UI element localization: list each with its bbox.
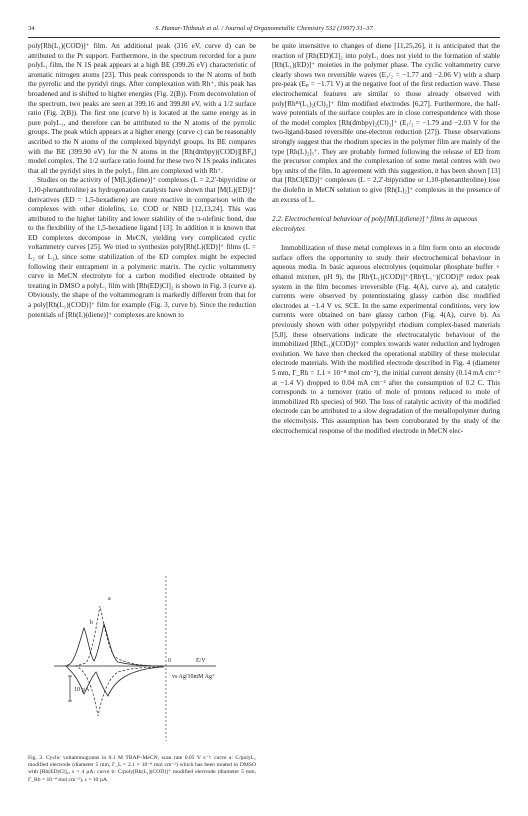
section-heading: 2.2. Electrochemical behaviour of poly[M(L)(diene)]⁺ films in aqueous electrolytes bbox=[272, 215, 478, 233]
running-head: S. Hamar-Thibault et al. / Journal of Organometallic Chemistry 532 (1997) 31–37 bbox=[155, 25, 373, 32]
figure-caption: Fig. 3. Cyclic voltammograms in 0.1 M TBAP–MeCN, scan rate 0.05 V s⁻¹: curve a: C/polyL₁ modified electrode (diameter 5 mm, Γ_L = 2.1 × 10⁻⁸ mol cm⁻²) which has been treated in DMSO with [Rh(ED)Cl]₂, s = 4 µA; curve b: C/poly[Rh(L₁)(COD)]⁺ modified electrode (diameter 5 mm, Γ_Rh = 10⁻⁸ mol cm⁻²), s = 10 µA. bbox=[28, 755, 256, 783]
right-column bbox=[272, 42, 500, 436]
page-header bbox=[28, 25, 500, 37]
body-paragraph: Studies on the activity of [M(L)(diene)]⁺ complexes (L = 2,2′-bipyridine or 1,10-phenanthroline) as hydrogenation catalysts have shown that [M(L)(ED)]⁺ derivatives (ED = 1,5-hexadiene) are more reactive in comparison with the complexes with other diolefins, i.e. COD or NBD [12,13,24]. This was attributed to the higher lability and lower stability of the π-olefinic bond, due to the flexibility of the 1,5-hexadiene ligand [13]. In addition it is known that ED complexes decompose in MeCN, yielding very complicated cyclic voltammetry curves [25]. We tried to synthesize poly[Rh(L)(ED)]⁺ films (L = L₂ or L₃), since some stabilization of the ED complex might be expected following their entrapment in a polymeric matrix. The cyclic voltammetry curve in MeCN electrolyte for a carbon modified electrode obtained by treating in DMSO a polyL₁ film with [Rh(ED)Cl]₂ is shown in Fig. 3 (curve a). Obviously, the shape of the voltammogram is markedly different from that for a poly[Rh(L₁)(COD)]⁺ film for example (Fig. 3, curve b). Since the reduction potentials of [Rh(L)(diene)]⁺ complexes are known to bbox=[28, 176, 256, 319]
header-rule bbox=[28, 37, 500, 38]
left-column bbox=[28, 42, 256, 320]
page-number: 34 bbox=[28, 25, 35, 32]
figure-3 bbox=[46, 566, 246, 746]
curve-b-label: b bbox=[90, 620, 93, 626]
body-paragraph: Immobilization of these metal complexes in a film form onto an electrode surface offers the opportunity to study their electrochemical behaviour in aqueous media. In basic aqueous electrolytes (equimolar phosphate buffer + ethanol mixture, pH 9), the [Rhᴵ(L₁)(COD)]⁺/[Rhᴵ(L₁⁻)(COD)]⁰ redox peak system in the film becomes irreversible (Fig. 4(A), curve a), and catalytic currents were observed by potentiostating glassy carbon disc modified electrodes at −1.4 V vs. SCE. In the same experimental conditions, very low currents were obtained on bare glassy carbon (Fig. 4(A), curve b). As previously shown with other polypyridyl rhodium complex-based materials [5,8], these observations indicate the electrocatalytic behaviour of the immobilized [Rh(L₁)(COD)]⁺ complex towards water reduction and hydrogen evolution. We have then checked the operational stability of these molecular electrode materials. With the modified electrode described in Fig. 4 (diameter 5 mm, Γ_Rh = 1.1 × 10⁻⁸ mol cm⁻²), the initial current density (0.14 mA cm⁻² at −1.4 V) dropped to 0.04 mA cm⁻² after the consumption of 0.2 C. This corresponds to a turnover (ratio of mole of protons reduced to mole of immobilized Rh species) of 960. The loss of catalytic activity of the modified electrode can be attributed to a slow degradation of the metallopolymer during the electrolysis. This assumption has been corroborated by the study of the electrochemical response of the modified electrode in MeCN elec- bbox=[272, 244, 500, 435]
cyclic-voltammogram bbox=[46, 566, 246, 746]
body-paragraph: poly[Rh(L₁)(COD)]⁺ film. An additional peak (316 eV, curve d) can be attributed to the Pt support. Furthermore, in the spectrum recorded for a pure polyL₁ film, the N 1S peak appears at a high BE (399.26 eV) characteristic of aromatic nitrogen atoms [23]. This peak corresponds to the N atoms of both the pyrrolic and the pyridyl rings. After complexation with Rh⁺, this peak has broadened and is shifted to higher energies (Fig. 2(B)). From deconvolution of the spectrum, two peaks are seen at 399.16 and 399.80 eV, with a 1/2 surface ratio (Fig. 2(B)). The first one (curve b) is located at the same energy as in pure polyL₁, and therefore can be attributed to the N atoms of the pyrrolic groups. The peak which appears at a higher energy (curve c) can be reasonably ascribed to the N atoms of the complexed bipyridyl groups. Its BE compares with the BE (399.90 eV) for the N atoms in the [Rh(dmbpy)(COD)][BF₄] model complex. The 1/2 surface ratio found for these two N 1S peaks indicates that all the pyridyl sites in the polyL₁ film are complexed with Rh⁺. bbox=[28, 42, 256, 175]
zero-label: 0 bbox=[168, 658, 171, 664]
curve-a bbox=[66, 624, 161, 696]
x-unit-label: E/V bbox=[196, 658, 206, 664]
scale-label: 10 µA bbox=[74, 687, 90, 693]
curve-a-label: a bbox=[108, 596, 111, 602]
body-paragraph: be quite insensitive to changes of diene [11,25,26], it is anticipated that the reaction of [Rh(ED)Cl]₂ into polyL₁ does not yield to the formation of stable [Rh(L₁)(ED)]⁺ moieties in the polymer phase. The cyclic voltammetry curve clearly shows two reversible waves (E₁/₂ = −1.77 and −2.06 V) with a sharp pre-peak (Eₚ = −1.71 V) at the negative foot of the first reduction wave. These electrochemical features are similar to those already observed with poly[Rhᴵᴵᴵ(L₁)₂(Cl)₂]⁺ film modified electrodes [6,27]. Furthermore, the half-wave potentials of the surface couples are in close correspondence with those of the model complex [Rh(dmbpy)₂(Cl)₂]⁺ (E₁/₂ = −1.79 and −2.03 V for the two-ligand-based reversible one-electron reduction [27]). These observations strongly suggest that the rhodium species in the polymer film are mainly of the type [Rh(L)₂]ₓ⁺. They are probably formed following the release of ED from the precursor complex and the complexation of some metal centres with two bpy units of the film. In agreement with this suggestion, it has been shown [13] that [RhCl(ED)]⁺ complexes (L = 2,2′-bipyridine or 1,10-phenanthroline) lose the diolefin in MeCN solution to give [Rh(L)₂]⁺ complexes in the presence of an excess of L. bbox=[272, 42, 500, 204]
x-reference-label: vs Ag/10mM Ag⁺ bbox=[172, 674, 216, 680]
